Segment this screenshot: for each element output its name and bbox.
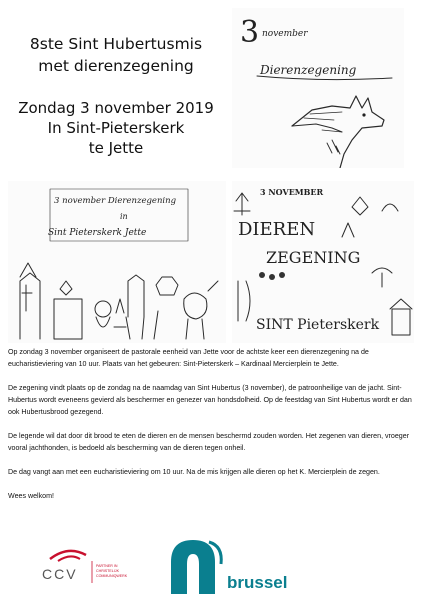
paragraph-hubertus: De zegening vindt plaats op de zondag na de naamdag van Sint Hubertus (3 november), de patroonheilige van de jacht. Sint-Hubertus wordt eveneens gevierd als beschermer en genezer van hondsdolheid. Op de feestdag van Sint Hubertus wordt er dan ook Hubertusbrood gezegend. xyxy=(8,384,412,416)
church-drawing-line-3: Sint Pieterskerk Jette xyxy=(48,228,147,238)
church-sketch-icon xyxy=(8,181,226,343)
ccv-logo-icon xyxy=(40,543,160,585)
ccv-logo-tagline-1: PARTNER IN xyxy=(96,564,118,568)
announcement-body xyxy=(8,346,418,514)
brussel-logo xyxy=(165,536,365,596)
fox-sketch-icon xyxy=(232,8,404,168)
animals-drawing-line-3: ZEGENING xyxy=(266,248,361,267)
ccv-logo-tagline-2: CHRISTELIJK xyxy=(96,569,119,573)
event-title xyxy=(0,33,232,77)
animals-drawing-line-4: SINT Pieterskerk xyxy=(256,317,380,333)
ccv-logo-name: CCV xyxy=(42,566,78,582)
animals-sketch-icon xyxy=(232,181,414,343)
fox-drawing-month: november xyxy=(262,29,308,39)
fox-drawing-caption: Dierenzegening xyxy=(260,63,357,77)
fox-drawing-number: 3 xyxy=(240,15,260,50)
brussel-logo-icon xyxy=(165,536,365,596)
event-date-location xyxy=(0,98,232,158)
event-location: In Sint-Pieterskerk xyxy=(47,119,185,137)
paragraph-welcome: Wees welkom! xyxy=(8,492,54,500)
paragraph-program: De dag vangt aan met een eucharistieviering om 10 uur. Na de mis krijgen alle dieren op het K. Mercierplein de zegen. xyxy=(8,468,380,476)
animals-drawing-line-2: DIEREN xyxy=(238,219,316,240)
event-city: te Jette xyxy=(88,139,144,157)
event-title-line-1: 8ste Sint Hubertusmis xyxy=(29,35,203,53)
paragraph-legend: De legende wil dat door dit brood te eten de dieren en de mensen beschermd zouden worden. Het zegenen van dieren, vroeger vooral jachthonden, is bedoeld als bescherming van de dieren tegen onheil. xyxy=(8,432,410,452)
animals-drawing xyxy=(232,181,414,343)
church-drawing-line-2: in xyxy=(120,212,128,221)
event-title-line-2: met dierenzegening xyxy=(38,57,194,75)
ccv-logo xyxy=(40,543,160,585)
church-drawing-line-1: 3 november Dierenzegening xyxy=(54,196,177,206)
paragraph-intro: Op zondag 3 november organiseert de pastorale eenheid van Jette voor de achtste keer een dierenzegening na de eucharistieviering van 10 uur. Plaats van het gebeuren: Sint-Pieterskerk – Kardinaal Mercierplein te Jette. xyxy=(8,348,369,368)
fox-drawing xyxy=(232,8,404,168)
event-date: Zondag 3 november 2019 xyxy=(18,99,214,117)
brussel-logo-name: brussel xyxy=(227,573,288,592)
animals-drawing-line-1: 3 NOVEMBER xyxy=(260,187,324,197)
ccv-logo-tagline-3: COMMUNIQWERK xyxy=(96,574,128,578)
church-drawing xyxy=(8,181,226,343)
